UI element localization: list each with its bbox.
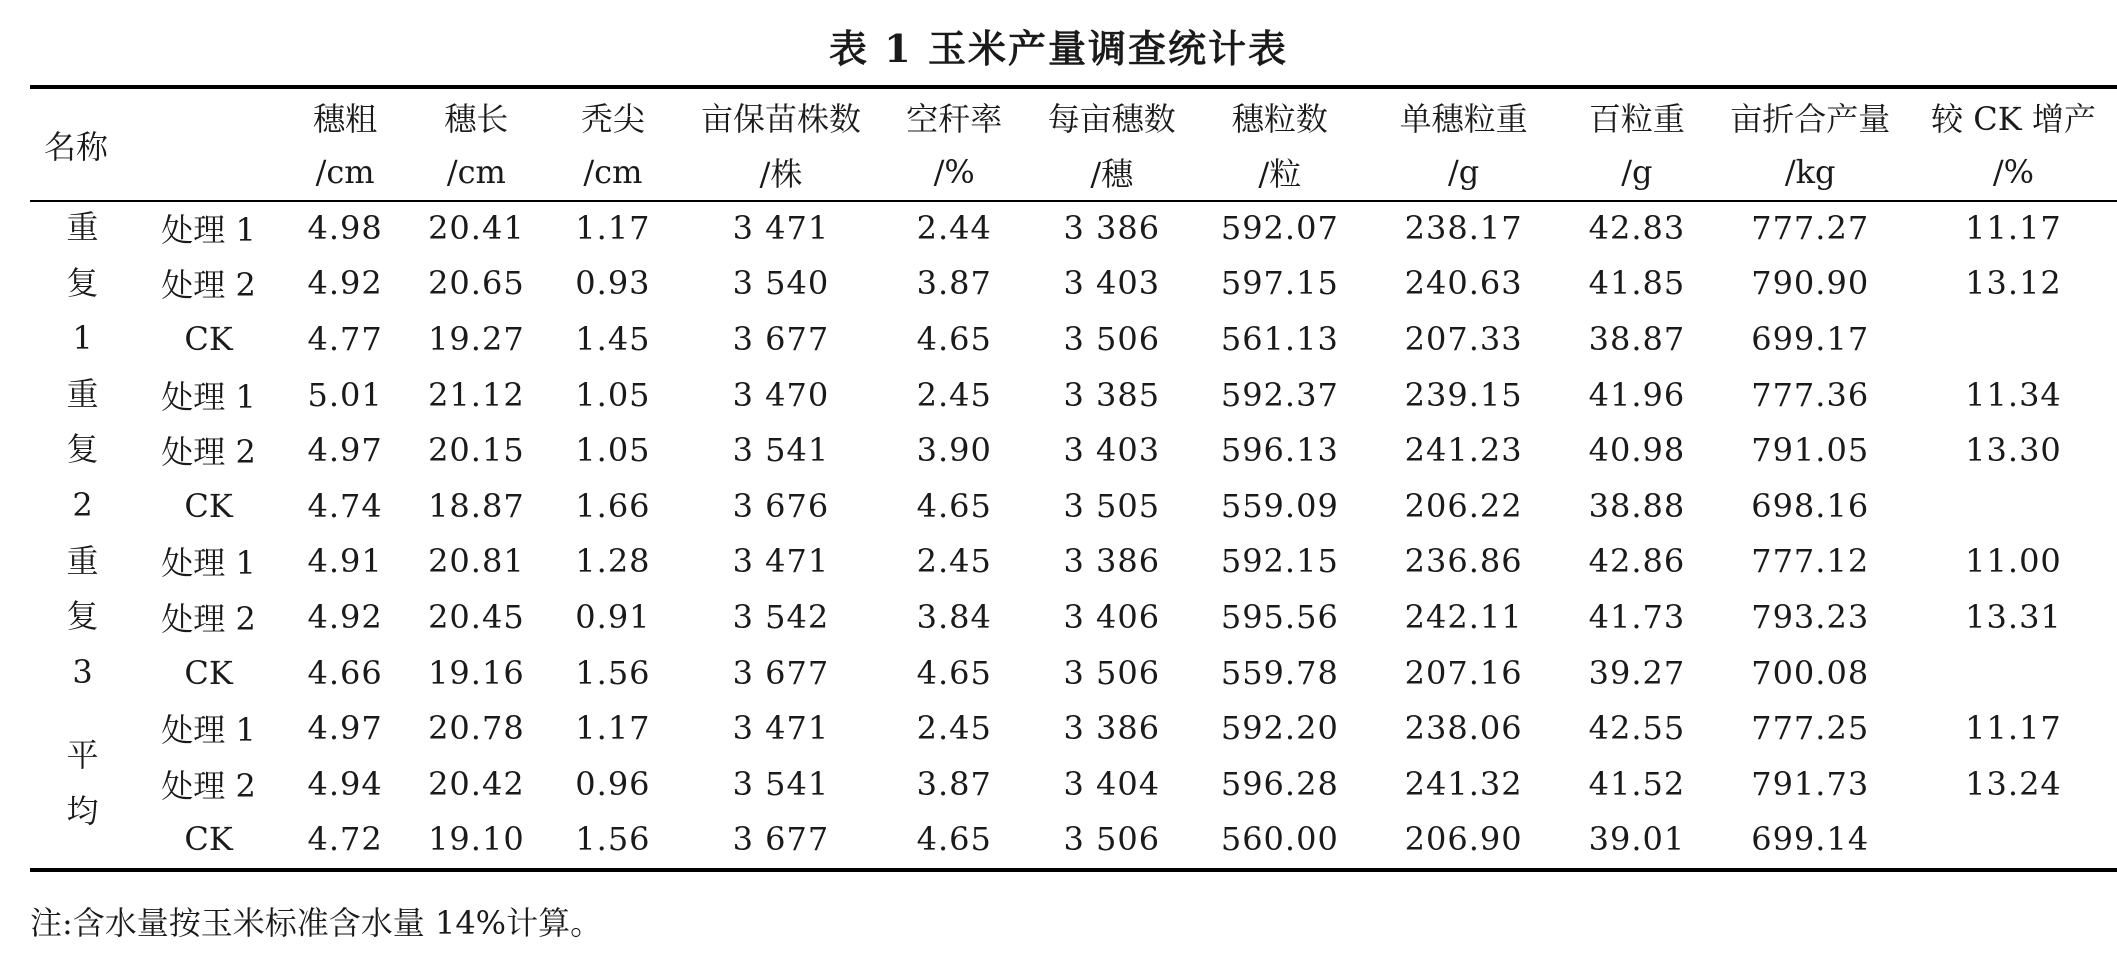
treatment-cell: CK: [184, 820, 233, 859]
value-cell: [1910, 478, 2117, 534]
treatment-cell: 处理 1: [161, 210, 256, 249]
value-cell: 11.34: [1965, 375, 2062, 414]
value-cell: 596.13: [1220, 431, 1339, 470]
group-label-char: 复: [66, 430, 99, 469]
value-cell: 3 470: [732, 375, 830, 414]
value-cell: 3 471: [732, 709, 830, 748]
value-cell: 560.00: [1220, 820, 1339, 859]
value-cell: 4.65: [916, 820, 992, 859]
value-cell: 1.05: [575, 375, 651, 414]
value-cell: 19.16: [428, 653, 525, 692]
column-title: 亩折合产量: [1730, 99, 1891, 138]
column-title: 穗长: [444, 99, 509, 138]
value-cell: 559.78: [1220, 653, 1339, 692]
column-unit: /g: [1621, 153, 1653, 191]
column-title: 单穗粒重: [1399, 99, 1528, 138]
table-row: [30, 367, 2117, 423]
group-label: [30, 367, 135, 534]
header-row-titles: [30, 89, 2117, 144]
value-cell: 41.85: [1588, 264, 1686, 303]
value-cell: 2.45: [916, 709, 992, 748]
value-cell: 13.24: [1965, 764, 2062, 803]
group-label-char: 重: [66, 208, 99, 246]
value-cell: 4.66: [307, 653, 383, 692]
value-cell: 4.94: [307, 764, 383, 803]
table-row: [30, 812, 2117, 868]
value-cell: 4.97: [307, 431, 383, 470]
value-cell: 3 404: [1063, 764, 1161, 803]
table-caption: 表 1 玉米产量调查统计表: [829, 26, 1288, 71]
value-cell: 20.41: [428, 208, 525, 247]
value-cell: 559.09: [1220, 486, 1339, 525]
column-unit: /kg: [1784, 153, 1836, 191]
treatment-cell: CK: [184, 653, 233, 692]
treatment-cell: 处理 1: [161, 544, 256, 583]
column-unit: /株: [759, 155, 803, 193]
value-cell: 5.01: [307, 375, 383, 414]
value-cell: 3 386: [1063, 709, 1161, 748]
value-cell: 3 540: [732, 264, 830, 303]
value-cell: 20.65: [428, 264, 525, 303]
table-row: [30, 422, 2117, 478]
column-title: 百粒重: [1588, 99, 1685, 138]
value-cell: 793.23: [1751, 597, 1870, 636]
value-cell: 206.90: [1404, 820, 1523, 859]
value-cell: 41.96: [1588, 375, 1686, 414]
value-cell: 13.12: [1965, 264, 2062, 303]
value-cell: 2.45: [916, 375, 992, 414]
table-row: [30, 311, 2117, 367]
value-cell: 4.92: [307, 597, 383, 636]
value-cell: 238.06: [1404, 709, 1523, 748]
value-cell: 19.10: [428, 820, 525, 859]
table-body: [30, 200, 2117, 867]
value-cell: 777.27: [1751, 208, 1870, 247]
value-cell: 240.63: [1404, 264, 1523, 303]
value-cell: 41.73: [1588, 597, 1686, 636]
treatment-cell: 处理 2: [161, 433, 256, 472]
value-cell: 19.27: [428, 319, 525, 358]
value-cell: 561.13: [1220, 319, 1339, 358]
value-cell: 3 505: [1063, 486, 1161, 525]
value-cell: 596.28: [1220, 764, 1339, 803]
value-cell: [1910, 311, 2117, 367]
value-cell: 239.15: [1404, 375, 1523, 414]
value-cell: 777.25: [1751, 709, 1870, 748]
value-cell: 699.17: [1751, 319, 1870, 358]
value-cell: 41.52: [1588, 764, 1686, 803]
value-cell: 3 677: [732, 820, 830, 859]
value-cell: 13.31: [1965, 597, 2062, 636]
column-unit: /cm: [446, 153, 506, 191]
column-unit: /%: [933, 153, 975, 191]
column-unit: /g: [1447, 153, 1480, 191]
column-title: 每亩穗数: [1047, 99, 1176, 138]
value-cell: 39.27: [1588, 653, 1686, 692]
value-cell: 3 471: [732, 542, 830, 581]
value-cell: 20.81: [428, 542, 525, 581]
value-cell: 3 386: [1063, 208, 1161, 247]
value-cell: 1.17: [575, 208, 651, 247]
value-cell: 42.83: [1588, 208, 1686, 247]
treatment-cell: 处理 2: [161, 266, 256, 305]
bottom-rule: [30, 868, 2117, 872]
group-label: [30, 534, 135, 701]
column-title: 空秆率: [906, 99, 1003, 138]
value-cell: 790.90: [1751, 264, 1870, 303]
table-row: [30, 645, 2117, 701]
column-unit: /粒: [1258, 155, 1302, 193]
value-cell: 4.74: [307, 486, 383, 525]
value-cell: 242.11: [1404, 597, 1523, 636]
value-cell: 2.44: [916, 208, 992, 247]
value-cell: 13.30: [1965, 431, 2062, 470]
group-label: [30, 700, 135, 867]
value-cell: 1.56: [575, 653, 651, 692]
table-row: [30, 700, 2117, 756]
value-cell: 3.84: [916, 597, 992, 636]
group-label-char: 1: [72, 319, 93, 358]
value-cell: 38.88: [1588, 486, 1686, 525]
value-cell: 236.86: [1404, 542, 1523, 581]
value-cell: 11.17: [1965, 709, 2062, 748]
value-cell: 1.66: [575, 486, 651, 525]
value-cell: 777.36: [1751, 375, 1870, 414]
group-label-char: 重: [66, 541, 99, 580]
value-cell: 698.16: [1751, 486, 1870, 525]
value-cell: 3 403: [1063, 264, 1161, 303]
value-cell: 700.08: [1751, 653, 1870, 692]
group-label-char: 重: [66, 374, 99, 413]
group-label-char: 平: [66, 736, 99, 775]
value-cell: 791.05: [1751, 431, 1870, 470]
value-cell: 18.87: [428, 486, 525, 525]
header-name: 名称: [44, 127, 109, 166]
value-cell: 11.17: [1965, 208, 2062, 247]
value-cell: 3 406: [1063, 597, 1161, 636]
value-cell: 4.65: [916, 319, 992, 358]
group-label: [30, 200, 135, 367]
value-cell: 0.96: [575, 764, 651, 803]
value-cell: 39.01: [1588, 820, 1686, 859]
treatment-cell: 处理 1: [161, 711, 256, 750]
column-title: 穗粗: [313, 99, 378, 138]
column-unit: /%: [1992, 153, 2035, 191]
table-row: [30, 256, 2117, 312]
value-cell: [1910, 645, 2117, 701]
value-cell: 241.32: [1404, 764, 1523, 803]
table-row: [30, 200, 2117, 256]
value-cell: 20.42: [428, 764, 525, 803]
value-cell: 3 542: [732, 597, 830, 636]
value-cell: 206.22: [1404, 486, 1523, 525]
value-cell: 241.23: [1404, 431, 1523, 470]
value-cell: 592.15: [1220, 542, 1339, 581]
group-label-char: 均: [66, 791, 99, 830]
value-cell: 1.28: [575, 542, 651, 581]
group-label-char: 复: [66, 597, 99, 636]
column-title: 亩保苗株数: [700, 99, 861, 138]
table-header: [30, 89, 2117, 200]
value-cell: 4.65: [916, 653, 992, 692]
value-cell: 3 471: [732, 208, 830, 247]
column-title: 秃尖: [580, 99, 645, 138]
column-title: 较 CK 增产: [1931, 99, 2096, 138]
group-label-char: 复: [66, 263, 99, 302]
value-cell: 3 403: [1063, 431, 1161, 470]
column-unit: /穗: [1090, 155, 1134, 193]
value-cell: 42.55: [1588, 709, 1686, 748]
value-cell: 1.56: [575, 820, 651, 859]
value-cell: 1.45: [575, 319, 651, 358]
value-cell: 791.73: [1751, 764, 1870, 803]
group-label-char: 2: [72, 485, 93, 524]
value-cell: 1.05: [575, 431, 651, 470]
value-cell: 4.92: [307, 264, 383, 303]
group-label-char: 3: [72, 652, 93, 691]
value-cell: 3 677: [732, 653, 830, 692]
value-cell: 207.16: [1404, 653, 1523, 692]
value-cell: 3 386: [1063, 542, 1161, 581]
value-cell: 0.93: [575, 264, 651, 303]
header-row-units: [30, 144, 2117, 200]
value-cell: 2.45: [916, 542, 992, 581]
value-cell: 42.86: [1588, 542, 1686, 581]
value-cell: 4.91: [307, 542, 383, 581]
value-cell: 3.87: [916, 264, 992, 303]
value-cell: 3 676: [732, 486, 830, 525]
treatment-cell: CK: [184, 486, 233, 525]
table-row: [30, 756, 2117, 812]
value-cell: 0.91: [575, 597, 651, 636]
value-cell: 4.98: [307, 208, 383, 247]
treatment-cell: CK: [184, 319, 233, 358]
value-cell: 3 506: [1063, 319, 1161, 358]
value-cell: 20.15: [428, 431, 525, 470]
column-title: 穗粒数: [1231, 99, 1328, 138]
value-cell: 40.98: [1588, 431, 1686, 470]
value-cell: 3 506: [1063, 653, 1161, 692]
value-cell: 592.07: [1220, 208, 1339, 247]
column-unit: /cm: [315, 153, 375, 191]
table-note: 注:含水量按玉米标准含水量 14%计算。: [30, 904, 603, 942]
value-cell: 38.87: [1588, 319, 1686, 358]
value-cell: 3 385: [1063, 375, 1161, 414]
column-unit: /cm: [583, 153, 643, 191]
value-cell: 20.78: [428, 709, 525, 748]
treatment-cell: 处理 2: [161, 599, 256, 638]
table-row: [30, 589, 2117, 645]
value-cell: 207.33: [1404, 319, 1523, 358]
value-cell: 592.20: [1220, 709, 1339, 748]
value-cell: 3 541: [732, 431, 830, 470]
treatment-cell: 处理 1: [161, 377, 256, 416]
value-cell: 592.37: [1220, 375, 1339, 414]
value-cell: 3.87: [916, 764, 992, 803]
value-cell: [1910, 812, 2117, 868]
value-cell: 4.97: [307, 709, 383, 748]
yield-table: [30, 89, 2117, 867]
value-cell: 597.15: [1220, 264, 1339, 303]
value-cell: 238.17: [1404, 208, 1523, 247]
value-cell: 4.72: [307, 820, 383, 859]
value-cell: 4.77: [307, 319, 383, 358]
value-cell: 595.56: [1220, 597, 1339, 636]
value-cell: 699.14: [1751, 820, 1870, 859]
value-cell: 1.17: [575, 709, 651, 748]
table-row: [30, 478, 2117, 534]
value-cell: 777.12: [1751, 542, 1870, 581]
value-cell: 11.00: [1965, 542, 2062, 581]
treatment-cell: 处理 2: [161, 766, 256, 805]
value-cell: 3 541: [732, 764, 830, 803]
value-cell: 20.45: [428, 597, 525, 636]
value-cell: 21.12: [428, 375, 525, 414]
value-cell: 3 677: [732, 319, 830, 358]
value-cell: 4.65: [916, 486, 992, 525]
value-cell: 3.90: [916, 431, 992, 470]
table-row: [30, 534, 2117, 590]
value-cell: 3 506: [1063, 820, 1161, 859]
